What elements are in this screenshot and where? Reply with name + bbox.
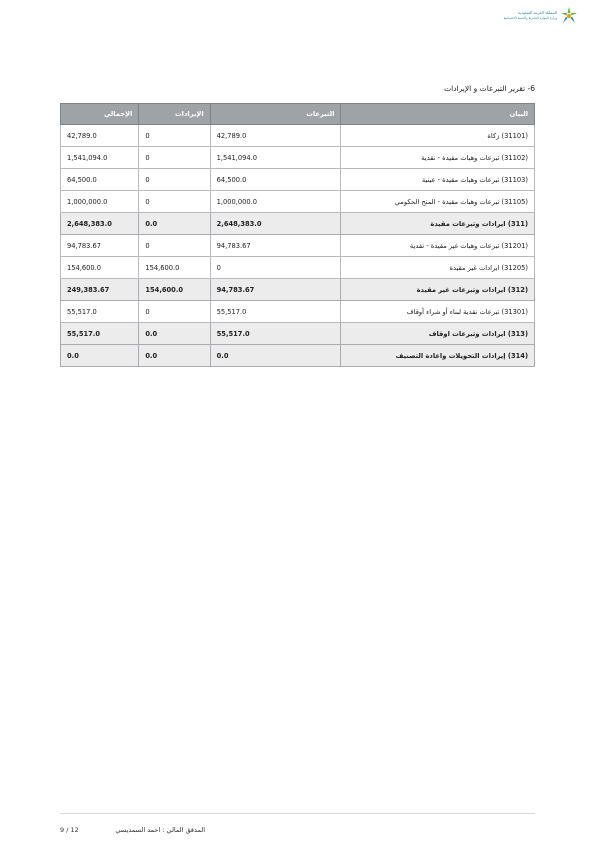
cell-revenues: 154,600.0	[139, 257, 210, 279]
cell-revenues: 0	[139, 147, 210, 169]
cell-donations: 0	[210, 257, 341, 279]
cell-donations: 55,517.0	[210, 323, 341, 345]
section-title: 6- تقرير التبرعات و الإيرادات	[444, 84, 535, 93]
header-item: البيان	[341, 104, 535, 125]
table-row	[61, 125, 535, 147]
cell-donations: 42,789.0	[210, 125, 341, 147]
table-header-row	[61, 104, 535, 125]
cell-donations: 1,000,000.0	[210, 191, 341, 213]
donations-revenues-table	[60, 103, 535, 367]
table-subtotal-row	[61, 213, 535, 235]
cell-donations: 64,500.0	[210, 169, 341, 191]
footer-auditor: المدقق المالي : احمد السمديسي	[115, 826, 205, 834]
cell-total: 0.0	[61, 345, 139, 367]
cell-item: (31101) زكاة	[341, 125, 535, 147]
table-row	[61, 191, 535, 213]
cell-donations: 55,517.0	[210, 301, 341, 323]
cell-donations: 1,541,094.0	[210, 147, 341, 169]
cell-total: 2,648,383.0	[61, 213, 139, 235]
cell-revenues: 0.0	[139, 345, 210, 367]
cell-revenues: 0	[139, 191, 210, 213]
cell-donations: 94,783.67	[210, 279, 341, 301]
table-row	[61, 147, 535, 169]
cell-revenues: 0.0	[139, 323, 210, 345]
header-revenues: الإيرادات	[139, 104, 210, 125]
cell-total: 42,789.0	[61, 125, 139, 147]
cell-total: 154,600.0	[61, 257, 139, 279]
logo-text-line2: وزارة الموارد البشرية والتنمية الاجتماعية	[503, 16, 557, 20]
cell-donations: 0.0	[210, 345, 341, 367]
table-row	[61, 257, 535, 279]
table-body	[61, 125, 535, 367]
page-number: 9 / 12	[60, 826, 79, 834]
cell-total: 94,783.67	[61, 235, 139, 257]
cell-total: 249,383.67	[61, 279, 139, 301]
table-subtotal-row	[61, 323, 535, 345]
cell-item: (311) ايرادات وتبرعات مقيدة	[341, 213, 535, 235]
cell-total: 55,517.0	[61, 323, 139, 345]
ministry-logo	[503, 6, 579, 28]
cell-donations: 94,783.67	[210, 235, 341, 257]
cell-item: (31105) تبرعات وهبات مقيدة - المنح الحكومي	[341, 191, 535, 213]
cell-item: (31301) تبرعات نقدية لبناء أو شراء أوقاف	[341, 301, 535, 323]
cell-total: 1,000,000.0	[61, 191, 139, 213]
table-subtotal-row	[61, 279, 535, 301]
cell-item: (31102) تبرعات وهبات مقيدة - نقدية	[341, 147, 535, 169]
cell-total: 55,517.0	[61, 301, 139, 323]
cell-revenues: 0.0	[139, 213, 210, 235]
cell-total: 1,541,094.0	[61, 147, 139, 169]
cell-revenues: 0	[139, 125, 210, 147]
header-donations: التبرعات	[210, 104, 341, 125]
logo-text-line1: المملكة العربية السعودية	[518, 10, 557, 15]
cell-revenues: 0	[139, 301, 210, 323]
cell-revenues: 0	[139, 235, 210, 257]
cell-revenues: 0	[139, 169, 210, 191]
table-subtotal-row	[61, 345, 535, 367]
cell-donations: 2,648,383.0	[210, 213, 341, 235]
cell-item: (312) ايرادات وتبرعات غير مقيدة	[341, 279, 535, 301]
table-row	[61, 301, 535, 323]
header-total: الإجمالي	[61, 104, 139, 125]
cell-total: 64,500.0	[61, 169, 139, 191]
cell-item: (31201) تبرعات وهبات غير مقيدة - نقدية	[341, 235, 535, 257]
table-row	[61, 169, 535, 191]
cell-item: (31103) تبرعات وهبات مقيدة - عينية	[341, 169, 535, 191]
cell-item: (31205) ايرادات غير مقيدة	[341, 257, 535, 279]
cell-item: (313) ايرادات وتبرعات اوقاف	[341, 323, 535, 345]
footer-divider	[60, 813, 535, 814]
cell-revenues: 154,600.0	[139, 279, 210, 301]
cell-item: (314) إيرادات التحويلات واعادة التصنيف	[341, 345, 535, 367]
table-row	[61, 235, 535, 257]
